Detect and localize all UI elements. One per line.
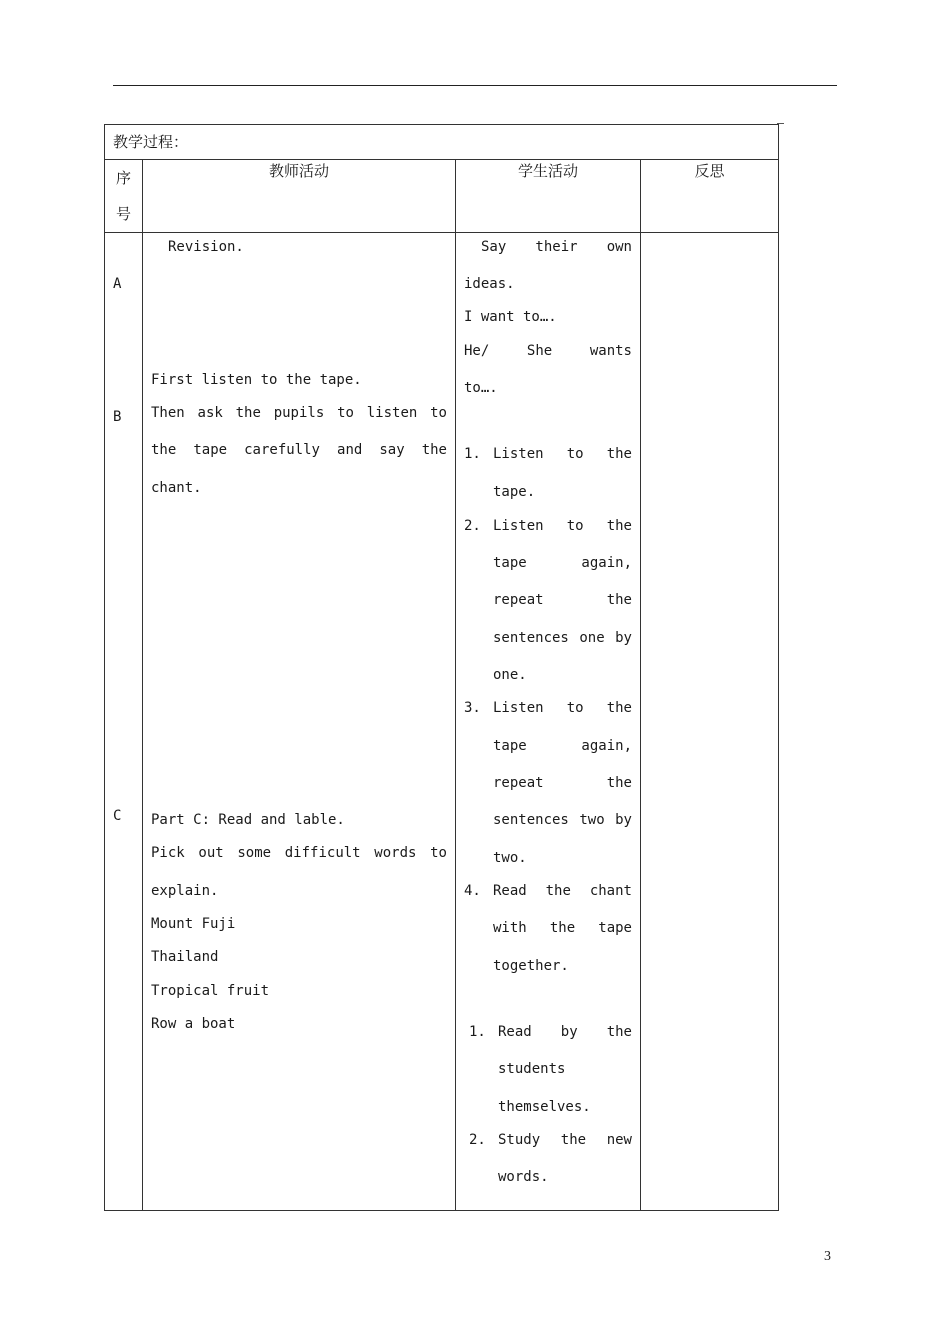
- word: own: [606, 239, 632, 255]
- word: tape: [193, 442, 228, 458]
- word: sentences: [493, 812, 569, 828]
- seq-label-c: C: [113, 808, 122, 824]
- student-c-item-2-line: words.: [498, 1169, 549, 1185]
- word: ask: [197, 405, 223, 421]
- word: to: [430, 405, 447, 421]
- student-b-item-3-line: [493, 699, 632, 717]
- word: Say: [481, 239, 507, 255]
- word: the: [560, 1132, 587, 1148]
- word: to: [566, 446, 584, 462]
- word: words: [374, 845, 417, 861]
- word: repeat: [493, 775, 544, 791]
- word: Read: [498, 1024, 532, 1040]
- word: tape: [598, 920, 632, 936]
- student-b-item-2-line: [493, 591, 632, 609]
- word: by: [560, 1024, 578, 1040]
- table-title-cell: [105, 125, 779, 160]
- teacher-line-c1: Part C: Read and lable.: [151, 812, 345, 828]
- word: some: [237, 845, 272, 861]
- seq-label-a: A: [113, 276, 122, 292]
- teacher-line-b2: [151, 404, 447, 422]
- teacher-line-c2: [151, 844, 447, 862]
- student-b-item-3-line: two.: [493, 850, 527, 866]
- student-c-item-1-line: students: [498, 1061, 566, 1077]
- word: say: [379, 442, 405, 458]
- word: the: [545, 883, 571, 899]
- word: to: [337, 405, 354, 421]
- word: difficult: [284, 845, 361, 861]
- student-c-item-2-line: [498, 1131, 632, 1149]
- word: tape: [493, 738, 527, 754]
- word: their: [535, 239, 578, 255]
- word: by: [615, 812, 632, 828]
- student-b-item-2-line: [493, 517, 632, 535]
- lesson-table: [104, 124, 779, 1211]
- word: tape: [493, 555, 527, 571]
- word: with: [493, 920, 527, 936]
- student-b-item-1-line: [493, 445, 632, 463]
- student-line-a5: to….: [464, 380, 498, 396]
- word: wants: [589, 343, 632, 359]
- teacher-line-b4: chant.: [151, 480, 202, 496]
- teacher-cell: [143, 233, 456, 1211]
- student-line-a2: ideas.: [464, 276, 515, 292]
- student-b-num-1: 1.: [464, 446, 481, 462]
- word: one: [579, 630, 605, 646]
- word: Study: [498, 1132, 541, 1148]
- student-cell: [456, 233, 641, 1211]
- word: She: [526, 343, 553, 359]
- word: again,: [581, 555, 632, 571]
- teacher-line-c3: explain.: [151, 883, 219, 899]
- teacher-revision: Revision.: [168, 239, 244, 255]
- seq-cell: [105, 233, 143, 1211]
- word: the: [606, 592, 632, 608]
- student-header: 学生活动: [456, 160, 641, 233]
- student-b-item-3-line: [493, 737, 632, 755]
- teacher-line-c7: Row a boat: [151, 1016, 236, 1032]
- student-c-item-1-line: themselves.: [498, 1099, 591, 1115]
- student-b-item-2-line: [493, 554, 632, 572]
- word: the: [235, 405, 261, 421]
- word: again,: [581, 738, 632, 754]
- student-b-num-4: 4.: [464, 883, 481, 899]
- word: two: [579, 812, 605, 828]
- word: by: [615, 630, 632, 646]
- word: Read: [493, 883, 527, 899]
- word: to: [430, 845, 447, 861]
- word: Then: [151, 405, 185, 421]
- student-b-item-4-line: [493, 919, 632, 937]
- word: the: [151, 442, 177, 458]
- student-b-item-4-line: [493, 882, 632, 900]
- word: the: [421, 442, 447, 458]
- word: new: [606, 1132, 632, 1148]
- word: and: [337, 442, 363, 458]
- teacher-line-c5: Thailand: [151, 949, 219, 965]
- student-b-item-4-line: together.: [493, 958, 569, 974]
- word: out: [198, 845, 224, 861]
- word: the: [606, 446, 632, 462]
- header-rule: [113, 85, 837, 86]
- word: the: [606, 700, 632, 716]
- word: to: [566, 700, 584, 716]
- word: repeat: [493, 592, 544, 608]
- word: He/: [464, 343, 490, 359]
- student-line-a4: [464, 342, 632, 360]
- student-line-a3: I want to….: [464, 309, 557, 325]
- student-c-item-1-line: [498, 1023, 632, 1041]
- reflection-header: 反思: [641, 160, 779, 233]
- student-c-num-1: 1.: [469, 1024, 486, 1040]
- student-b-num-3: 3.: [464, 700, 481, 716]
- word: Listen: [493, 446, 544, 462]
- student-b-item-3-line: [493, 774, 632, 792]
- word: carefully: [244, 442, 320, 458]
- reflection-cell: [641, 233, 779, 1211]
- student-b-item-2-line: one.: [493, 667, 527, 683]
- teacher-line-c6: Tropical fruit: [151, 983, 270, 999]
- teacher-line-b3: [151, 441, 447, 459]
- seq-header: [105, 160, 143, 233]
- page-number: 3: [824, 1249, 831, 1264]
- teacher-line-b1: First listen to the tape.: [151, 372, 362, 388]
- word: the: [606, 1024, 632, 1040]
- word: Listen: [493, 518, 544, 534]
- teacher-header: 教师活动: [143, 160, 456, 233]
- word: the: [606, 775, 632, 791]
- student-line-a1: [481, 238, 632, 256]
- word: the: [549, 920, 576, 936]
- word: pupils: [273, 405, 325, 421]
- word: to: [566, 518, 584, 534]
- student-c-num-2: 2.: [469, 1132, 486, 1148]
- student-b-item-1-line: tape.: [493, 484, 536, 500]
- teacher-line-c4: Mount Fuji: [151, 916, 236, 932]
- word: Listen: [493, 700, 544, 716]
- student-b-item-3-line: [493, 811, 632, 829]
- student-b-num-2: 2.: [464, 518, 481, 534]
- seq-label-b: B: [113, 409, 122, 425]
- word: the: [606, 518, 632, 534]
- seq-header-top: 序: [115, 169, 131, 187]
- word: listen: [366, 405, 418, 421]
- student-b-item-2-line: [493, 629, 632, 647]
- word: Pick: [151, 845, 185, 861]
- seq-header-bottom: 号: [115, 205, 131, 223]
- word: chant: [589, 883, 632, 899]
- table-title: 教学过程：: [113, 133, 189, 151]
- word: sentences: [493, 630, 569, 646]
